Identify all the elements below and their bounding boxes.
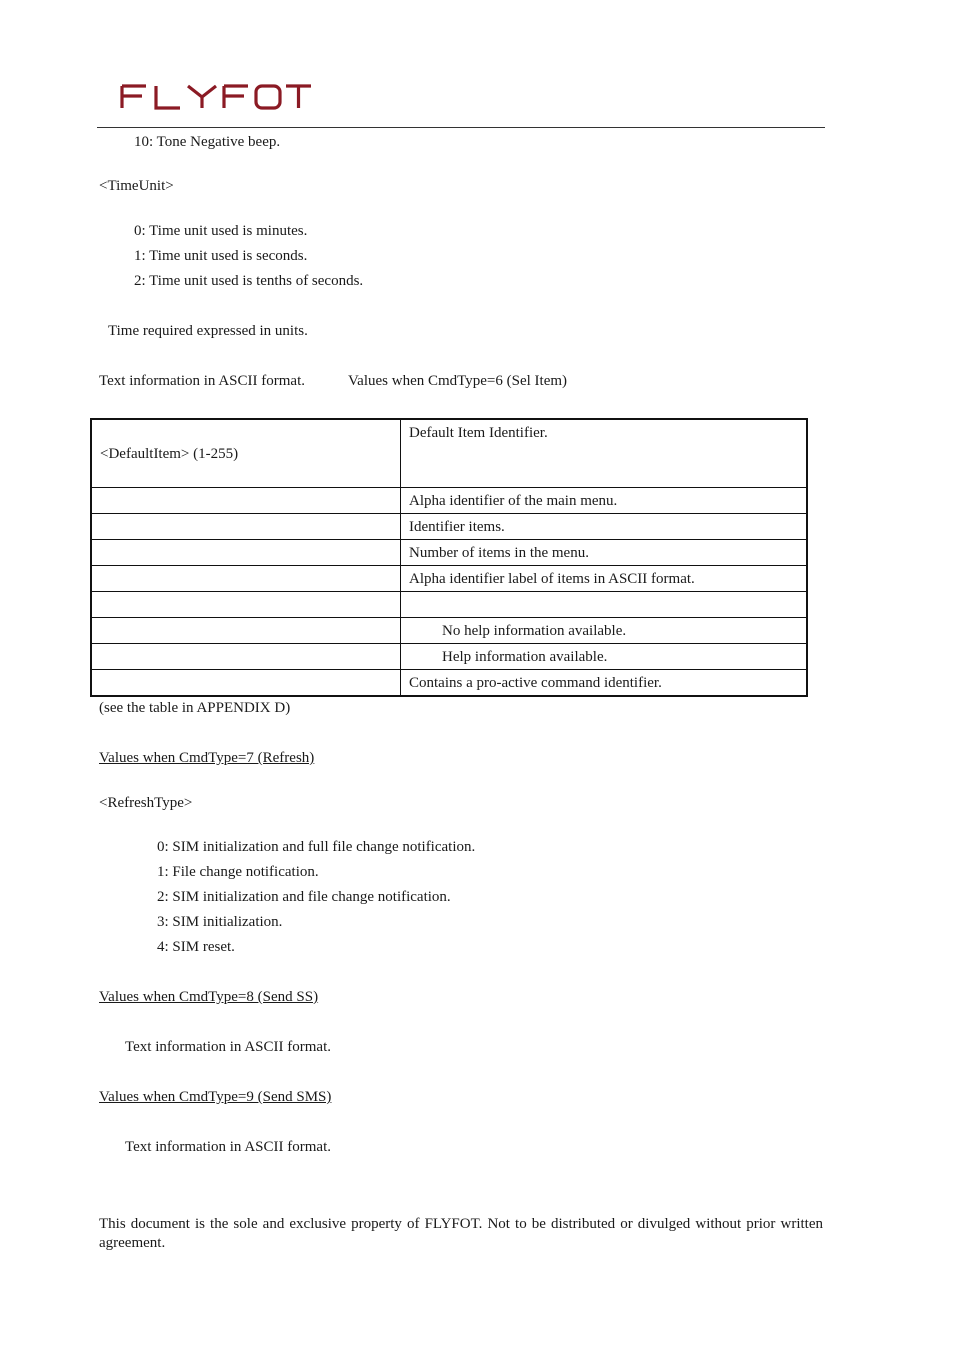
table-cell-parameter xyxy=(91,670,401,697)
send-sms-heading: Values when CmdType=9 (Send SMS) xyxy=(99,1089,332,1105)
table-cell-description: No help information available. xyxy=(401,618,808,644)
table-cell-description: Number of items in the menu. xyxy=(401,540,808,566)
time-unit-item: 0: Time unit used is minutes. xyxy=(134,223,308,239)
refresh-type-label: <RefreshType> xyxy=(99,795,193,811)
header-rule xyxy=(97,127,825,128)
table-cell-parameter xyxy=(91,540,401,566)
text-info-line: Text information in ASCII format. xyxy=(99,373,306,389)
send-sms-text: Text information in ASCII format. xyxy=(125,1139,332,1155)
table-cell-parameter xyxy=(91,514,401,540)
time-unit-item: 2: Time unit used is tenths of seconds. xyxy=(134,273,364,289)
send-ss-text: Text information in ASCII format. xyxy=(125,1039,332,1055)
table-row xyxy=(91,540,807,566)
refresh-type-item: 4: SIM reset. xyxy=(157,939,235,955)
table-cell-description: Help information available. xyxy=(401,644,808,670)
send-ss-heading: Values when CmdType=8 (Send SS) xyxy=(99,989,319,1005)
table-cell-parameter: <DefaultItem> (1-255) xyxy=(91,419,401,488)
table-cell-parameter xyxy=(91,488,401,514)
table-cell-description: Alpha identifier label of items in ASCII format. xyxy=(401,566,808,592)
refresh-heading: Values when CmdType=7 (Refresh) xyxy=(99,750,315,766)
table-row xyxy=(91,419,807,488)
sel-item-table xyxy=(90,418,808,697)
time-unit-item: 1: Time unit used is seconds. xyxy=(134,248,308,264)
refresh-type-item: 3: SIM initialization. xyxy=(157,914,283,930)
table-cell-description: Contains a pro-active command identifier. xyxy=(401,670,808,697)
table-row xyxy=(91,670,807,697)
table-cell-description: Identifier items. xyxy=(401,514,808,540)
table-cell-parameter xyxy=(91,592,401,618)
table-row xyxy=(91,566,807,592)
time-required-line: Time required expressed in units. xyxy=(108,323,308,339)
table-cell-description: Default Item Identifier. xyxy=(401,419,808,488)
appendix-note: (see the table in APPENDIX D) xyxy=(99,700,291,716)
table-cell-parameter xyxy=(91,566,401,592)
table-cell-description xyxy=(401,592,808,618)
table-cell-parameter xyxy=(91,644,401,670)
flyfot-logo xyxy=(118,80,314,114)
tone-negative-line: 10: Tone Negative beep. xyxy=(134,134,281,150)
footer-disclaimer: This document is the sole and exclusive property of FLYFOT. Not to be distributed or divulged without prior written agreement. xyxy=(99,1216,823,1251)
refresh-type-item: 2: SIM initialization and file change notification. xyxy=(157,889,451,905)
refresh-type-item: 0: SIM initialization and full file change notification. xyxy=(157,839,476,855)
time-unit-label: <TimeUnit> xyxy=(99,178,174,194)
sel-item-heading: Values when CmdType=6 (Sel Item) xyxy=(348,373,568,389)
table-row xyxy=(91,644,807,670)
table-row xyxy=(91,592,807,618)
table-cell-parameter xyxy=(91,618,401,644)
table-row xyxy=(91,514,807,540)
refresh-type-item: 1: File change notification. xyxy=(157,864,319,880)
table-row xyxy=(91,488,807,514)
table-cell-description: Alpha identifier of the main menu. xyxy=(401,488,808,514)
table-row xyxy=(91,618,807,644)
